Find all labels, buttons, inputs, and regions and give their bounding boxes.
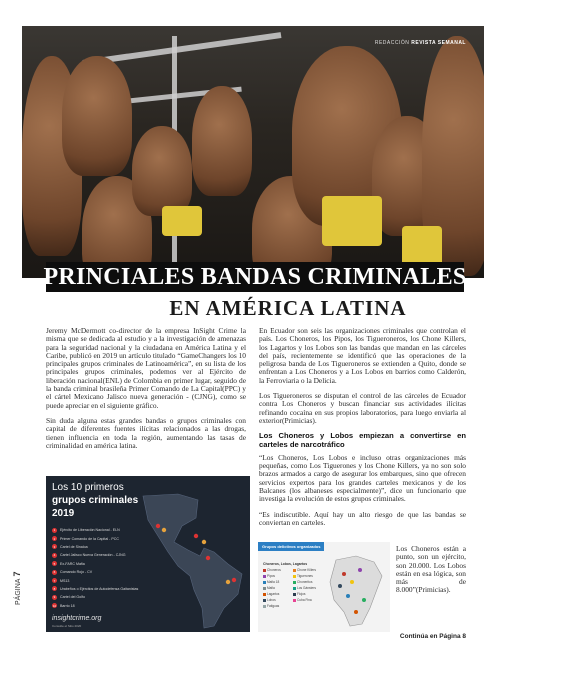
page-number: PÁGINA7 [12,571,22,605]
legend-item: Cuba Fina [293,598,323,602]
paragraph: “Es indiscutible. Aquí hay un alto riesgo de que las bandas se conviertan en carteles. [259,509,466,527]
paragraph: Sin duda alguna estas grandes bandas o grupos criminales con capital de diferentes fuentes ilícitas relacionados a las drogas, tienen influencia en toda la región, aumentando las tasas de criminalidad en américa latina. [46,415,246,450]
legend-item: Fatiguas [263,604,293,608]
legend-item: Mafia 18 [263,580,293,584]
paragraph: “Los Choneros, Los Lobos e incluso otras organizaciones más pequeñas, como Los Tiguerones y los Chone Killers, ya no son solo brazos armados a cargo de asegurar los embarques, sino que ofrecen servicios expertos para los grandes carteles mexicanos y de los Balcanes (los albaneses especialmente)”, dice un funcionario que investiga la evolución de estos grupos criminales. [259,452,466,504]
legend-item: Choneritos [293,580,323,584]
list-item: 9 Cartel del Golfo [53,595,85,600]
prisoners-photo [22,26,484,278]
legend-item: Lagartos [263,592,293,596]
legend-item: Lobos [263,598,293,602]
article-title-band [43,262,467,292]
map-legend [263,568,323,608]
legend-item: Choneros [263,568,293,572]
top-criminal-groups-infographic [46,476,250,632]
list-item: 8 Urabeños o Ejércitos de Autodefensa Gaitanistas [53,586,139,591]
section-heading: Los Choneros y Lobos empiezan a convertirse en carteles de narcotráfico [259,431,466,450]
legend-item: Chone Killers [293,568,323,572]
legend-item: Los Gánsters [293,586,323,590]
list-item: 10 Barrio 18 [52,603,75,608]
list-item: 6 Comando Rojo - CV [53,570,93,575]
legend-item: Flojos [293,592,323,596]
list-item: 4 Cartel Jalisco Nueva Generación - CJNG [53,553,126,558]
continue-link[interactable]: Continúa en Página 8 [399,633,466,640]
infographic-title-line2: grupos criminales [52,495,139,506]
article-title: PRINCIALES BANDAS CRIMINALES [43,263,467,290]
left-column [46,327,246,457]
legend-title: Choneros, Lobos, Lagartos [263,562,308,566]
list-item: 5 Ex-FARC Mafia [53,561,85,566]
list-item: 3 Cartel de Sinaloa [53,544,88,549]
right-column [259,327,466,534]
map-header: Grupos delictivos organizados [258,542,324,551]
list-item: 2 Primer Comando de la Capital - PCC [53,536,119,541]
article-subtitle: EN AMÉRICA LATINA [169,296,407,320]
legend-item: Pipos [263,574,293,578]
infographic-title-line1: Los 10 primeros [52,482,124,493]
side-paragraph: Los Choneros están a punto, son un ejército, son 20.000. Los Lobos están en esa lógica, son más de 8.000”(Primicias). [396,544,466,595]
paragraph: Los Tigueroneros se disputan el control de las cárceles de Ecuador contra Los Choneros y buscan financiar sus actividades ilícitas refinando cocaína en sus propios laboratorios, para luego enviarla al exterior(Primicias). [259,391,466,425]
infographic-brand-sub: Consulte el Sitio 2020 [52,624,82,628]
list-item: 7 MS13 [53,578,70,583]
infographic-brand: insightcrime.org [52,615,102,622]
photo-credit: REDACCIÓN REVISTA SEMANAL [374,40,466,46]
infographic-title-line3: 2019 [52,508,75,519]
legend-item: Mafia [263,586,293,590]
ecuador-groups-map [258,542,390,632]
paragraph: En Ecuador son seis las organizaciones criminales que controlan el país. Los Choneros, los Pipos, los Tigueroneros, los Chone Killers, los Lagartos y los Lobos son las bandas que mandan en las cárceles del país, recientemente se identificó que las operaciones de la peligrosa banda de Los Tigueroneros se extienden a Quito, donde se enfrentan a Los Choneros y a Los Lobos en barrios como Calderón, la Ferroviaria o la Delicia. [259,326,466,385]
criminal-groups-list [52,526,138,610]
list-item: 1 Ejército de Liberación Nacional - ELN [53,528,120,533]
legend-item: Tiguerones [293,574,323,578]
americas-map-icon [138,490,250,630]
paragraph: Jeremy McDermott co-director de la empresa InSight Crime la misma que se dedicada al estudio y a la investigación de amenazas para la seguridad nacional y la ciudadana en América Latina y el Caribe, publicó en 2019 un artículo titulado “GameChangers los 10 principales grupos criminales de Latinoamérica”, en su lista de los principales grupos criminales, podemos ver al Ejército de liberación nacional(ENL) de Colombia en primer lugar, seguido de la banda criminal brasileña Primer Comando de La Capital(PPC) y el cártel Mexicano Jalisco nueva generación - (CJNG), como se puede apreciar en el siguiente gráfico. [46,326,246,410]
ecuador-map-icon [326,552,388,630]
